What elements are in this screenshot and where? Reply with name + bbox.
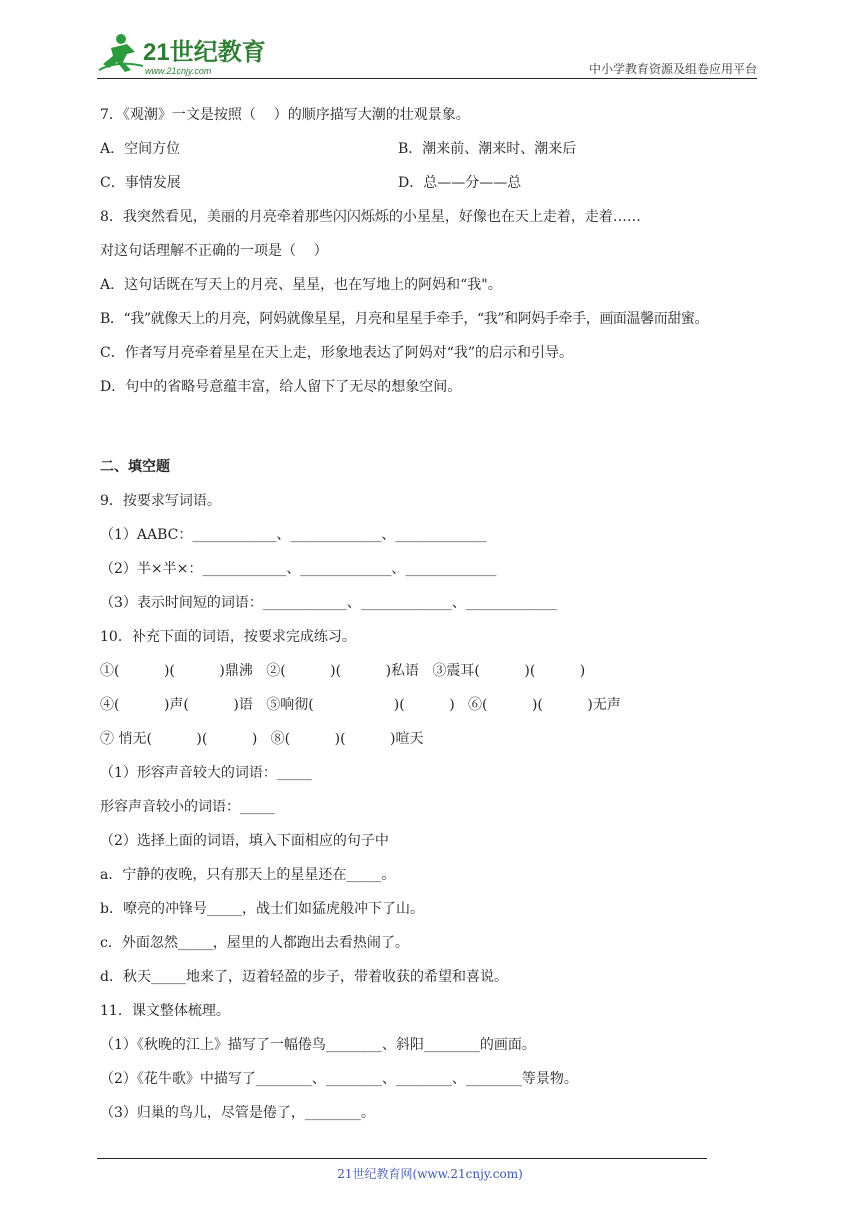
- question-9-line-3: （3）表示时间短的词语：____________、_____________、_____________: [100, 595, 557, 611]
- question-8-stem: 8．我突然看见，美丽的月亮牵着那些闪闪烁烁的小星星，好像也在天上走着，走着……: [100, 209, 641, 225]
- option-a: A．这句话既在写天上的月亮、星星，也在写地上的阿妈和“我"。: [100, 277, 502, 293]
- page-header: [97, 30, 757, 80]
- question-11-line-3: （3）归巢的鸟儿，尽管是倦了，________。: [100, 1105, 375, 1121]
- option-a: A．空间方位: [100, 141, 181, 157]
- section-title: 二、填空题: [100, 459, 170, 475]
- question-8-sub: 对这句话理解不正确的一项是（ ）: [100, 243, 328, 259]
- option-c: C．作者写月亮牵着星星在天上走，形象地表达了阿妈对“我”的启示和引导。: [100, 345, 574, 361]
- option-d: D．句中的省略号意蕴丰富，给人留下了无尽的想象空间。: [100, 379, 462, 395]
- svg-text:21世纪教育: 21世纪教育: [143, 39, 266, 66]
- question-10-sentence-a: a．宁静的夜晚，只有那天上的星星还在_____。: [100, 867, 396, 883]
- question-10-row-3: ⑦ 悄无( )( ) ⑧( )( )喧天: [100, 731, 424, 747]
- question-10-sub-2: （2）选择上面的词语，填入下面相应的句子中: [100, 833, 389, 849]
- question-9-line-2: （2）半×半×：____________、_____________、_____________: [100, 561, 497, 577]
- question-10-stem: 10．补充下面的词语，按要求完成练习。: [100, 629, 356, 645]
- question-10-sub-1: （1）形容声音较大的词语：_____: [100, 765, 312, 781]
- question-11-line-1: （1）《秋晚的江上》描写了一幅倦鸟________、斜阳________的画面。: [100, 1037, 536, 1053]
- footer-divider: [97, 1158, 707, 1159]
- logo: [97, 30, 267, 78]
- question-9-line-1: （1）AABC：____________、_____________、_____________: [100, 527, 487, 543]
- question-7-stem: 7．《观潮》一文是按照（ ）的顺序描写大潮的壮观景象。: [100, 107, 470, 123]
- question-10-sentence-d: d．秋天_____地来了，迈着轻盈的步子，带着收获的希望和喜说。: [100, 969, 508, 985]
- question-10-sentence-c: c．外面忽然_____，屋里的人都跑出去看热闹了。: [100, 935, 409, 951]
- question-11-stem: 11．课文整体梳理。: [100, 1003, 230, 1019]
- question-11-line-2: （2）《花牛歌》中描写了________、________、________、________等景物。: [100, 1071, 578, 1087]
- question-10-sub-1b: 形容声音较小的词语：_____: [100, 799, 275, 815]
- question-7-options-row-1: [100, 138, 770, 172]
- footer-link[interactable]: 21世纪教育网(www.21cnjy.com): [337, 1167, 523, 1181]
- option-b: B．“我”就像天上的月亮，阿妈就像星星，月亮和星星手牵手，“我”和阿妈手牵手，画面温馨而甜蜜。: [100, 311, 709, 327]
- question-10-row-2: ④( )声( )语 ⑤响彻( )( ) ⑥( )( )无声: [100, 697, 621, 713]
- question-10-sentence-b: b．嘹亮的冲锋号_____，战士们如猛虎般冲下了山。: [100, 901, 424, 917]
- exam-content: [100, 104, 770, 1136]
- option-c: C．事情发展: [100, 175, 181, 191]
- runner-icon: [99, 34, 143, 72]
- question-7-options-row-2: [100, 172, 770, 206]
- question-10-row-1: ①( )( )鼎沸 ②( )( )私语 ③震耳( )( ): [100, 663, 586, 679]
- platform-name: 中小学教育资源及组卷应用平台: [588, 62, 757, 76]
- svg-text:www.21cnjy.com: www.21cnjy.com: [145, 66, 212, 76]
- header-divider: [97, 78, 757, 79]
- option-d: D．总——分——总: [398, 175, 522, 191]
- question-9-stem: 9．按要求写词语。: [100, 493, 221, 509]
- option-b: B．潮来前、潮来时、潮来后: [398, 141, 577, 157]
